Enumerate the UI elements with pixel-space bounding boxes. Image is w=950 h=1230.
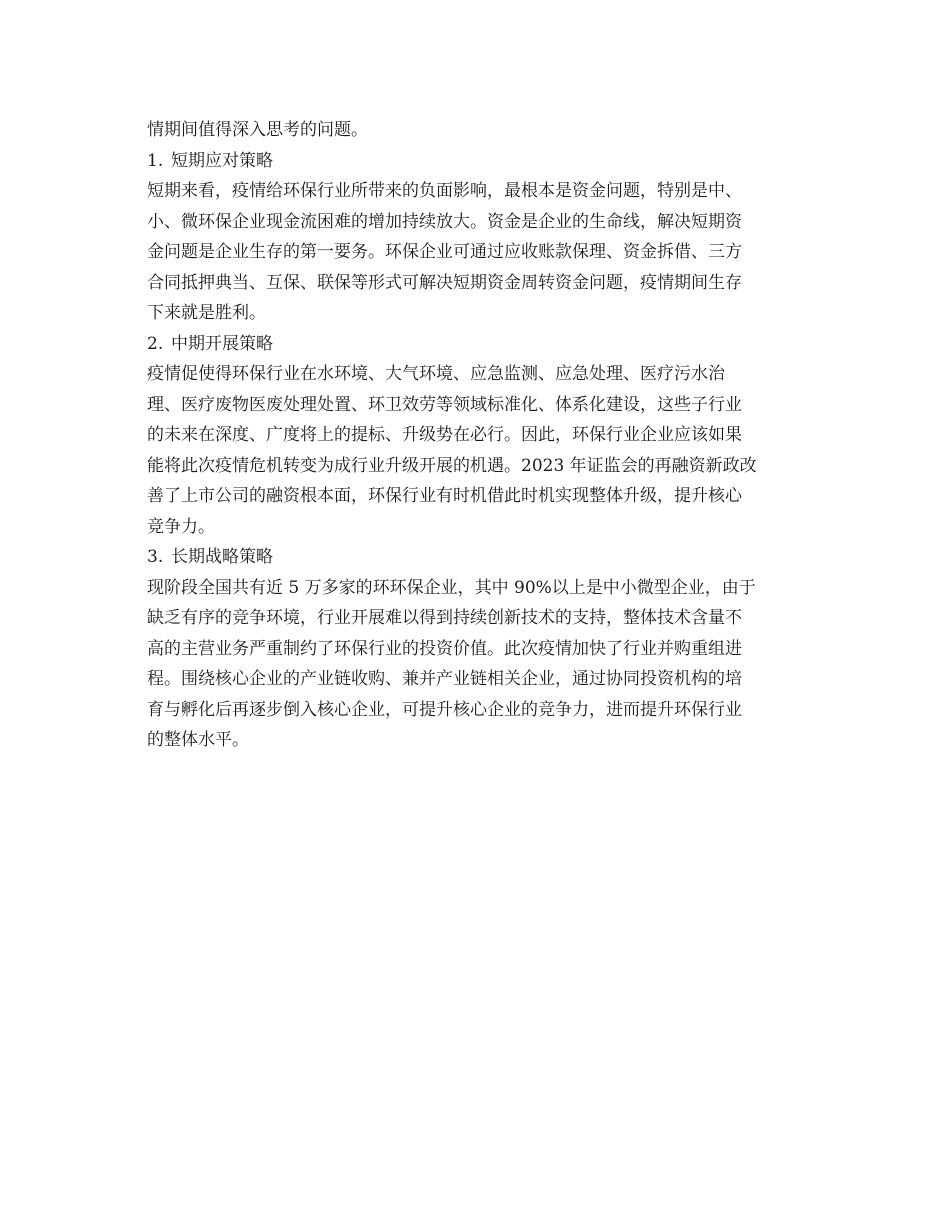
section-1-heading (147, 146, 807, 177)
section-2-heading (147, 329, 807, 360)
section-3-heading (147, 542, 807, 573)
section-1-paragraph (147, 176, 807, 329)
paragraph-line: 缺乏有序的竞争环境，行业开展难以得到持续创新技术的支持，整体技术含量不 (147, 608, 742, 628)
document-body (147, 115, 807, 756)
paragraph-line: 的未来在深度、广度将上的提标、升级势在必行。因此，环保行业企业应该如果 (147, 425, 742, 445)
paragraph-line: 金问题是企业生存的第一要务。环保企业可通过应收账款保理、资金拆借、三方 (147, 242, 742, 262)
paragraph-line: 现阶段全国共有近 5 万多家的环环保企业，其中 90%以上是中小微型企业，由于 (147, 577, 756, 598)
paragraph-line: 短期来看，疫情给环保行业所带来的负面影响，最根本是资金问题，特别是中、 (147, 181, 742, 201)
section-1-number: 1. (147, 150, 164, 171)
section-3-title: 长期战略策略 (171, 547, 273, 567)
paragraph-line: 能将此次疫情危机转变为成行业升级开展的机遇。2023 年证监会的再融资新政改 (147, 455, 757, 476)
section-2-number: 2. (147, 333, 164, 354)
section-2-paragraph (147, 359, 807, 542)
paragraph-line: 善了上市公司的融资根本面，环保行业有时机借此时机实现整体升级，提升核心 (147, 486, 742, 506)
paragraph-line: 理、医疗废物医废处理处置、环卫效劳等领域标准化、体系化建设，这些子行业 (147, 394, 742, 415)
paragraph-line: 程。围绕核心企业的产业链收购、兼并产业链相关企业，通过协同投资机构的培 (147, 669, 742, 689)
paragraph-line: 竞争力。 (147, 516, 215, 537)
section-3-number: 3. (147, 547, 164, 567)
section-1-title: 短期应对策略 (171, 150, 273, 171)
paragraph-line: 育与孵化后再逐步倒入核心企业，可提升核心企业的竞争力，进而提升环保行业 (147, 699, 742, 720)
intro-paragraph-tail: 情期间值得深入思考的问题。 (147, 120, 368, 140)
paragraph-line: 小、微环保企业现金流困难的增加持续放大。资金是企业的生命线，解决短期资 (147, 211, 742, 232)
paragraph-line: 合同抵押典当、互保、联保等形式可解决短期资金周转资金问题，疫情期间生存 (147, 272, 742, 293)
section-2-title: 中期开展策略 (171, 333, 273, 354)
paragraph-line: 下来就是胜利。 (147, 303, 266, 323)
paragraph-line: 高的主营业务严重制约了环保行业的投资价值。此次疫情加快了行业并购重组进 (147, 638, 742, 659)
paragraph-line: 疫情促使得环保行业在水环境、大气环境、应急监测、应急处理、医疗污水治 (147, 364, 725, 384)
paragraph-line: 的整体水平。 (147, 730, 249, 750)
section-3-paragraph (147, 573, 807, 756)
